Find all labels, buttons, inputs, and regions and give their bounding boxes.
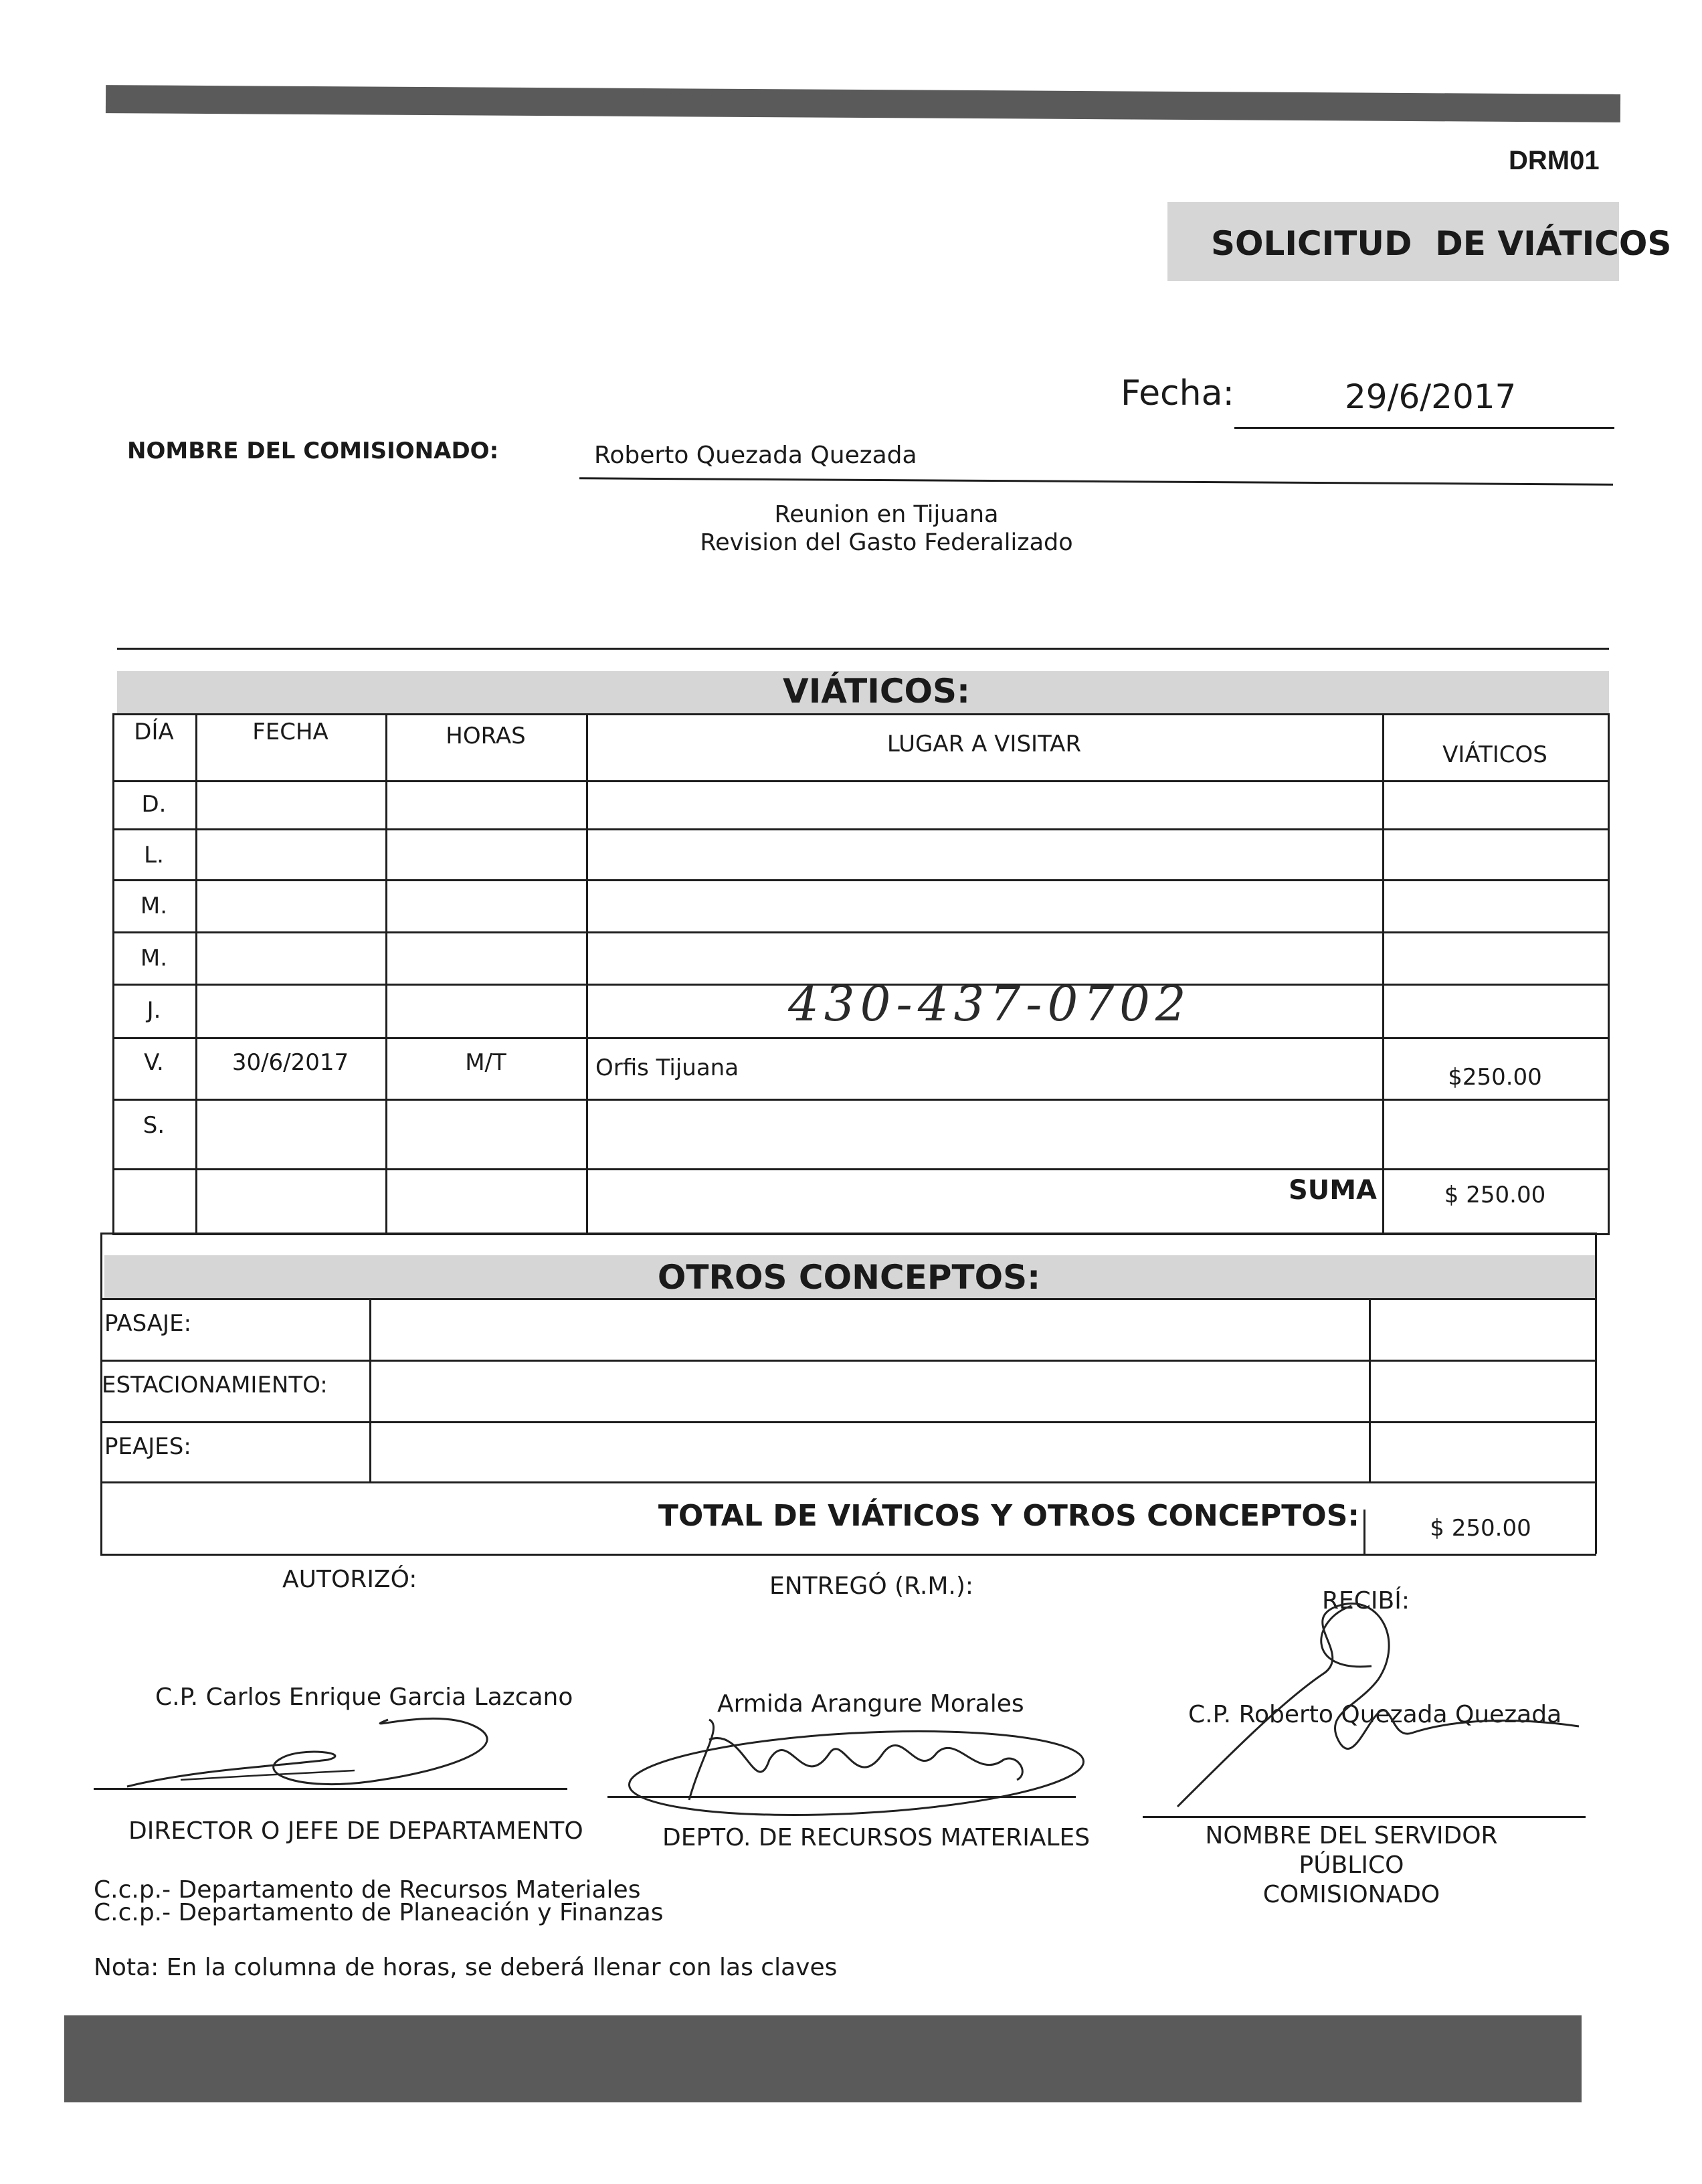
purpose-line-2: Revision del Gasto Federalizado [700,529,1073,556]
handwritten-note: 430-437-0702 [788,976,1192,1032]
top-bar [106,85,1620,122]
form-code: DRM01 [1509,146,1600,175]
row-dia: S. [143,1112,165,1139]
header-dia: DÍA [134,719,174,745]
purpose-line-1: Reunion en Tijuana [774,501,999,528]
signature-director [100,1706,515,1813]
otros-title: OTROS CONCEPTOS: [657,1258,1041,1297]
sig-title-servidor-line-1: NOMBRE DEL SERVIDOR PÚBLICO [1205,1822,1498,1879]
row-dia: M. [140,945,168,972]
otros-label: ESTACIONAMIENTO: [102,1372,328,1398]
row-lugar: Orfis Tijuana [595,1055,739,1081]
sig-name-servidor: C.P. Roberto Quezada Quezada [1188,1701,1562,1728]
row-dia: V. [144,1049,164,1076]
suma-label: SUMA [1288,1175,1377,1206]
purpose-text [602,500,1171,557]
viaticos-top-rule [117,648,1609,650]
row-dia: J. [147,997,161,1024]
header-lugar: LUGAR A VISITAR [886,731,1082,757]
total-label: TOTAL DE VIÁTICOS Y OTROS CONCEPTOS: [658,1499,1359,1533]
date-underline [1234,427,1614,429]
row-dia: M. [140,893,168,919]
sig-role-recibi: RECIBÍ: [1322,1587,1410,1615]
header-viaticos: VIÁTICOS [1442,741,1547,768]
otros-label: PASAJE: [104,1310,192,1337]
commissioner-name: Roberto Quezada Quezada [594,442,917,469]
signature-rm [602,1700,1111,1833]
viaticos-title: VIÁTICOS: [783,672,971,711]
commissioner-underline [579,477,1613,485]
date-label: Fecha: [1121,373,1234,414]
otros-label: PEAJES: [104,1433,191,1460]
row-dia: D. [141,791,167,818]
header-horas: HORAS [446,723,526,749]
sig-title-rm: DEPTO. DE RECURSOS MATERIALES [662,1824,1091,1851]
ccp-list [94,1876,664,1926]
sig-title-servidor-line-2: COMISIONADO [1262,1881,1440,1908]
form-title: SOLICITUD DE VIÁTICOS [1211,224,1672,263]
sig-role-autorizo: AUTORIZÓ: [282,1566,417,1593]
date-value: 29/6/2017 [1345,377,1517,416]
otros-table [99,1228,1599,1555]
ccp-line: C.c.p.- Departamento de Planeación y Finanzas [94,1899,664,1926]
footer-note: Nota: En la columna de horas, se deberá llenar con las claves [94,1954,838,1981]
row-horas: M/T [465,1049,506,1076]
sig-title-director: DIRECTOR O JEFE DE DEPARTAMENTO [128,1817,583,1845]
viaticos-table [112,713,1610,1235]
sig-name-director: C.P. Carlos Enrique Garcia Lazcano [155,1683,573,1711]
bottom-bar [64,2015,1582,2102]
ccp-line: C.c.p.- Departamento de Recursos Materiales [94,1876,641,1904]
sig-role-entrego: ENTREGÓ (R.M.): [769,1572,973,1600]
signature-servidor [1151,1579,1619,1820]
commissioner-label: NOMBRE DEL COMISIONADO: [127,438,499,464]
header-fecha: FECHA [252,719,328,745]
row-viaticos: $250.00 [1448,1064,1542,1091]
sig-title-servidor [1164,1821,1539,1910]
total-value: $ 250.00 [1430,1515,1531,1542]
suma-value: $ 250.00 [1444,1182,1546,1208]
row-fecha: 30/6/2017 [231,1049,349,1076]
row-dia: L. [144,842,164,869]
sig-name-rm: Armida Arangure Morales [717,1690,1024,1718]
